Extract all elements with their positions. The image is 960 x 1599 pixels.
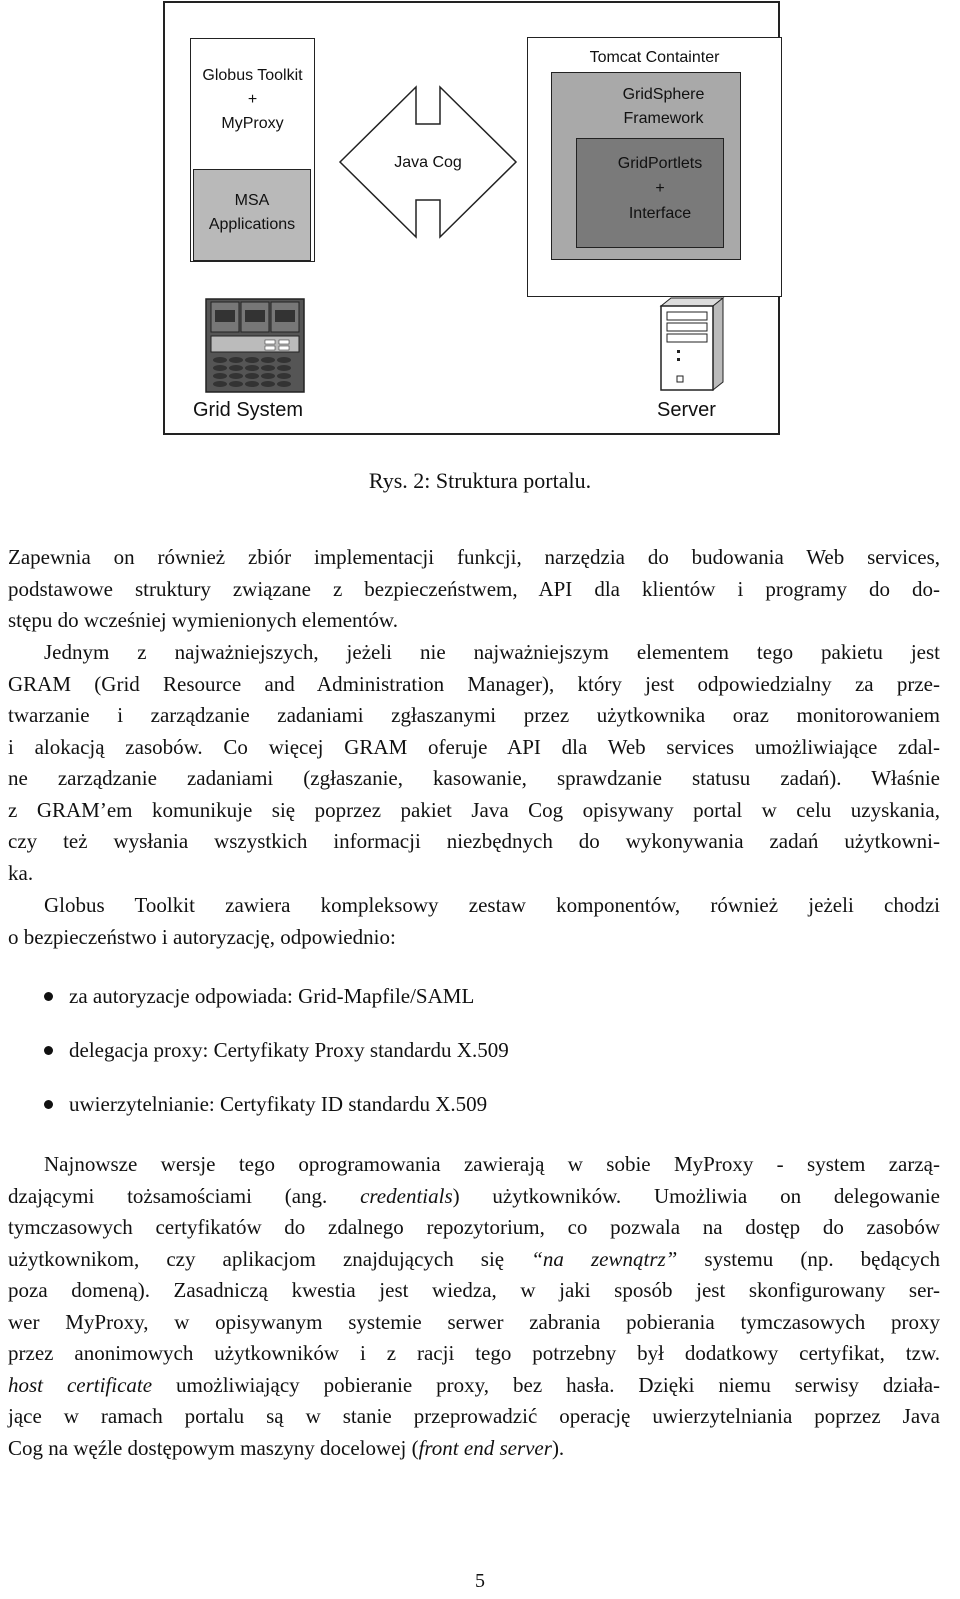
msa-label-line: MSA [234,192,270,209]
text-segment: ). [551,1435,565,1460]
bullet-item [44,1089,487,1120]
paragraph-3 [8,890,940,953]
java-cog-label: Java Cog [394,154,462,171]
text-line: Globus Toolkit zawiera kompleksowy zestaw komponentów, również jeżeli chodzi [44,893,940,917]
text-line: GRAM (Grid Resource and Administration Manager), który jest odpowiedzialny za prze- [8,671,940,696]
text-line [8,1244,940,1276]
text-line: wer MyProxy, w opisywanym systemie serwer zabrania pobierania tymczasowych proxy [8,1309,940,1334]
server-label: Server [657,399,716,421]
text-line [8,1370,940,1402]
text-line: ne zarządzanie zadaniami (zgłaszanie, kasowanie, sprawdzanie statusu zadań). Właśnie [8,766,940,790]
msa-label-line: Applications [208,216,296,233]
globus-title-line: MyProxy [221,115,284,132]
bullet-item [44,981,474,1012]
msa-applications-label [193,189,311,237]
paragraph-2 [8,637,940,889]
gridportlets-label-line: GridPortlets [617,155,703,172]
text-line: tymczasowych certyfikatów do zdalnego repozytorium, co pozwala na dostęp do zasobów [8,1215,940,1239]
bullet-item [44,1035,509,1066]
globus-title-line: + [247,91,258,108]
gridportlets-label-line: Interface [628,205,692,222]
paragraph-1 [8,542,940,637]
paragraph-4 [8,1149,940,1464]
bullet-text: delegacja proxy: Certyfikaty Proxy standardu X.509 [69,1038,509,1062]
text-line: przez anonimowych użytkowników i z racji tego potrzebny był dodatkowy certyfikat, tzw. [8,1341,940,1365]
italic-term: front end server [418,1435,552,1460]
text-line: o bezpieczeństwo i autoryzację, odpowiednio: [8,924,396,949]
text-segment: ) użytkowników. Umożliwia on delegowanie [452,1183,940,1208]
bullet-text: uwierzytelnianie: Certyfikaty ID standardu X.509 [69,1092,488,1116]
text-line: twarzanie i zarządzanie zadaniami zgłaszanymi przez użytkownika oraz monitorowaniem [8,703,940,727]
page-number: 5 [475,1570,485,1592]
text-line: czy też wysłania wszystkich informacji niezbędnych do wykonywania zadań użytkowni- [8,829,940,853]
bullet-dot-icon [44,1046,53,1055]
italic-term: “na zewnątrz” [531,1246,678,1271]
server-tower-icon [655,296,725,392]
text-segment: Cog na węźle dostępowym maszyny docelowej ( [8,1435,419,1460]
italic-term: host certificate [8,1372,153,1397]
italic-term: credentials [360,1183,453,1208]
globus-title-line: Globus Toolkit [202,67,303,84]
text-line: i alokacją zasobów. Co więcej GRAM oferuje API dla Web services umożliwiające zdal- [8,734,940,759]
text-line: podstawowe struktury związane z bezpieczeństwem, API dla klientów i programy do do- [8,576,940,601]
gridsphere-framework-label [551,83,776,131]
tomcat-container-label: Tomcat Containter [589,49,720,66]
text-segment: dzającymi tożsamościami (ang. [8,1183,361,1208]
grid-system-rack-icon [205,298,305,393]
text-line [8,1433,940,1465]
text-line [8,1181,940,1213]
text-line: stępu do wcześniej wymienionych elementów. [8,608,398,632]
bullet-text: za autoryzacje odpowiada: Grid-Mapfile/SAML [69,984,475,1008]
text-segment: systemu (np. będących [677,1246,940,1271]
text-line: z GRAM’em komunikuje się poprzez pakiet Java Cog opisywany portal w celu uzyskania, [8,797,940,822]
text-segment: użytkownikom, czy aplikacjom znajdujących się [8,1246,532,1271]
text-line: poza domeną). Zasadniczą kwestia jest wiedza, w jaki sposób jest skonfigurowany ser- [8,1278,940,1302]
figure-caption: Rys. 2: Struktura portalu. [368,468,592,493]
gridportlets-interface-label [576,151,744,226]
gridsphere-label-line: GridSphere [622,86,705,103]
bullet-dot-icon [44,1100,53,1109]
text-line: jące w ramach portalu są w stanie przeprowadzić operację uwierzytelniania poprzez Java [8,1404,940,1428]
gridsphere-label-line: Framework [623,110,704,127]
text-line: Najnowsze wersje tego oprogramowania zawierają w sobie MyProxy - system zarzą- [44,1152,940,1176]
globus-toolkit-label [190,64,315,136]
gridportlets-label-line: + [655,180,665,197]
grid-system-label: Grid System [193,399,304,421]
text-line: Jednym z najważniejszych, jeżeli nie najważniejszym elementem tego pakietu jest [44,640,940,664]
text-line: ka. [8,860,34,885]
bullet-dot-icon [44,992,53,1001]
text-line: Zapewnia on również zbiór implementacji funkcji, narzędzia do budowania Web services, [8,545,940,569]
text-segment: umożliwiający pobieranie proxy, bez hasła. Dzięki niemu serwisy działa- [152,1372,941,1397]
